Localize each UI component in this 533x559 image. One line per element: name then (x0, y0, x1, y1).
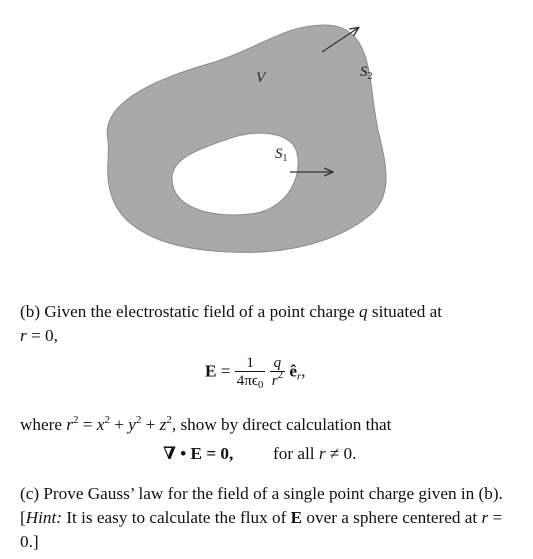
volume-label: V (256, 70, 266, 86)
divergence-equation: ∇ • E = 0, (163, 444, 234, 463)
fraction-constant: $\frac{1}{4\pi\epsilon_0}$ (236, 355, 264, 391)
fraction-charge: $\frac{q}{r^2}$ (271, 355, 284, 389)
inner-surface-label: $S_1$ (275, 146, 288, 164)
volume-region (107, 25, 386, 252)
outer-surface-label: $S_2$ (360, 64, 373, 82)
divergence-condition: for all r ≠ 0. (273, 444, 357, 463)
part-c-label: (c) (20, 484, 40, 503)
part-b-label: (b) (20, 302, 41, 321)
where-line: where $r^2 = x^2 + y^2 + z^2$, show by direct calculation that (20, 414, 392, 434)
part-b-paragraph: (b) Given the electrostatic field of a point charge q situated at r = 0, (20, 302, 443, 345)
field-equation: E = $\frac{1}{4\pi\epsilon_0}$ $\frac{q}{r^2}$ $ê_r$, (205, 355, 306, 391)
part-c-paragraph: (c) Prove Gauss’ law for the field of a single point charge given in (b). [Hint: It is easy to calculate the flux of E over a sphere centered at r = 0.] (20, 484, 503, 551)
